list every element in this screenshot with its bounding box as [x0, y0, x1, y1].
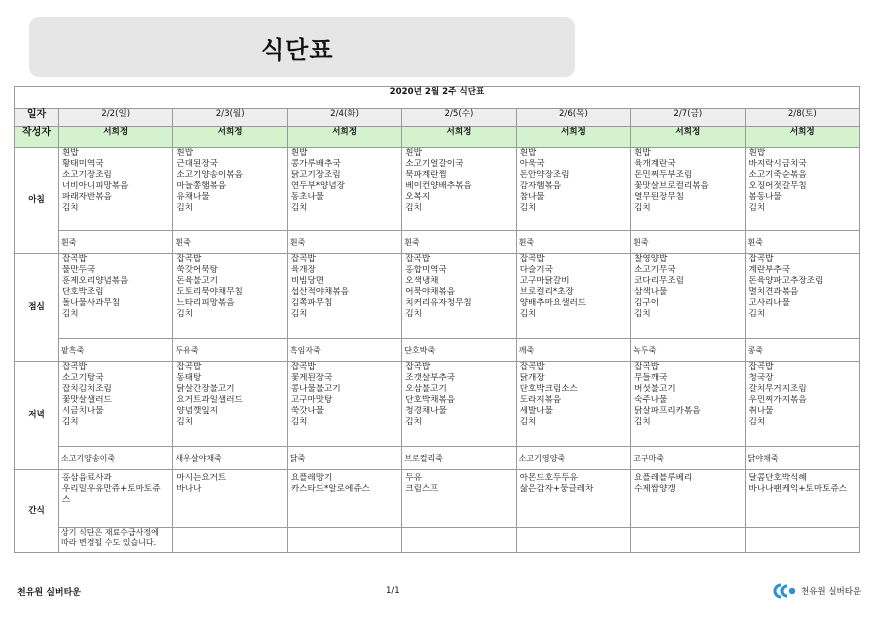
menu-item: 두유 [405, 473, 422, 483]
breakfast-menu-cell [631, 148, 745, 231]
menu-item: 김치 [290, 203, 308, 213]
menu-item: 김치 [176, 203, 194, 213]
lunch-porridge-cell: 흑임자죽 [287, 339, 401, 362]
menu-item: 김치 [748, 203, 766, 213]
menu-item: 요플레망기 [290, 473, 333, 483]
menu-item: 돈민찌두부조림 [634, 170, 693, 180]
breakfast-porridge-cell: 흰죽 [287, 231, 401, 254]
menu-item: 소고기장조림 [62, 170, 112, 180]
menu-item: 조갯살부추국 [405, 373, 456, 383]
empty-cell [402, 528, 516, 553]
menu-item: 홍삼음료사과 [62, 473, 112, 483]
menu-item: 동태탕 [176, 373, 202, 383]
menu-item: 김치 [405, 417, 422, 427]
lunch-menu-cell [516, 254, 630, 339]
menu-item: 숙주나물 [634, 395, 668, 405]
empty-cell [745, 528, 859, 553]
menu-item: 쑥갓어묵탕 [176, 265, 218, 275]
menu-item: 흰밥 [176, 148, 194, 158]
menu-item: 잡곡밥 [62, 254, 87, 264]
author-cell: 서희정 [745, 127, 859, 148]
menu-item: 꽃맛살브로컬리볶음 [634, 181, 709, 191]
menu-item: 우민찌가지볶음 [748, 395, 807, 405]
menu-item: 잡치김치조림 [62, 384, 112, 394]
author-cell: 서희정 [173, 127, 287, 148]
menu-item: 김치 [634, 417, 651, 427]
menu-item: 바지락시금치국 [748, 159, 807, 169]
table-title: 2020년 2월 2주 식단표 [15, 87, 860, 109]
menu-item: 바나나 [176, 484, 202, 494]
snack-menu-cell [516, 470, 630, 528]
menu-item: 김치 [748, 309, 766, 319]
menu-item: 수제쌈양갱 [634, 484, 676, 494]
menu-item: 잡곡밥 [290, 254, 316, 264]
menu-item: 유채나물 [176, 192, 210, 202]
dinner-porridge-cell: 닭야채죽 [745, 447, 859, 470]
menu-item: 김치 [634, 203, 651, 213]
menu-item: 바나나팬케익+토마토쥬스 [748, 484, 848, 494]
breakfast-porridge-cell: 흰죽 [516, 231, 630, 254]
dinner-menu-cell [516, 362, 630, 447]
menu-item: 김쪽파무침 [290, 298, 333, 308]
lunch-menu-cell [631, 254, 745, 339]
date-cell: 2/8(토) [745, 109, 859, 127]
menu-item: 도라지볶음 [519, 395, 562, 405]
menu-item: 멸치견과볶음 [748, 287, 799, 297]
menu-item: 잡곡밥 [748, 254, 774, 264]
menu-item: 잡곡밥 [62, 362, 87, 372]
breakfast-porridge-cell: 흰죽 [173, 231, 287, 254]
menu-item: 꽃게된장국 [290, 373, 333, 383]
menu-item: 다슬기국 [519, 265, 553, 275]
menu-item: 잡곡밥 [519, 254, 545, 264]
author-cell: 서희정 [287, 127, 401, 148]
breakfast-porridge-cell: 흰죽 [631, 231, 745, 254]
menu-item: 오징어젓갈무침 [748, 181, 807, 191]
breakfast-porridge-cell: 흰죽 [59, 231, 173, 254]
menu-item: 양념깻잎지 [176, 406, 218, 416]
dinner-porridge-cell: 브로컬리죽 [402, 447, 516, 470]
menu-item: 잡곡밥 [405, 254, 431, 264]
lunch-porridge-cell: 팥흑죽 [59, 339, 173, 362]
snack-menu-cell [59, 470, 173, 528]
lunch-porridge-cell: 녹두죽 [631, 339, 745, 362]
menu-note [59, 528, 173, 553]
page-number: 1/1 [386, 586, 400, 596]
menu-item: 열무된장무침 [634, 192, 684, 202]
menu-item: 콩가루배추국 [290, 159, 341, 169]
menu-item: 육개장 [290, 265, 316, 275]
meal-label-dinner: 저녁 [15, 362, 59, 470]
menu-item: 시금치나물 [62, 406, 104, 416]
menu-item: 김치 [405, 203, 422, 213]
menu-item: 육개계란국 [634, 159, 676, 169]
breakfast-menu-cell [516, 148, 630, 231]
meal-label-snack: 간식 [15, 470, 59, 553]
empty-cell [173, 528, 287, 553]
date-cell: 2/7(금) [631, 109, 745, 127]
lunch-menu-cell [59, 254, 173, 339]
menu-item: 김구이 [634, 298, 660, 308]
menu-item: 고구마맛탕 [290, 395, 333, 405]
menu-item: 아몬드호두두유 [519, 473, 578, 483]
menu-item: 돈육불고기 [176, 276, 218, 286]
menu-item: 섭산적야채볶음 [290, 287, 349, 297]
menu-item: 파래자반볶음 [62, 192, 112, 202]
lunch-porridge-cell: 콩죽 [745, 339, 859, 362]
menu-item: 갈치무거지조림 [748, 384, 807, 394]
menu-item: 요플레블루베리 [634, 473, 693, 483]
menu-item: 김치 [748, 417, 766, 427]
lunch-porridge-cell: 두유죽 [173, 339, 287, 362]
menu-item: 흰밥 [405, 148, 422, 158]
page-title-box [29, 17, 575, 77]
author-cell: 서희정 [59, 127, 173, 148]
menu-item: 닭고기장조림 [290, 170, 341, 180]
snack-menu-cell [745, 470, 859, 528]
menu-item: 김치 [290, 309, 308, 319]
logo-icon [773, 583, 799, 599]
menu-item: 도토리묵야채무침 [176, 287, 243, 297]
breakfast-porridge-cell: 흰죽 [402, 231, 516, 254]
menu-item: 김치 [519, 203, 537, 213]
menu-item: 김치 [176, 417, 194, 427]
menu-item: 찰영양밥 [634, 254, 668, 264]
menu-item: 감자햄볶음 [519, 181, 562, 191]
menu-table [14, 86, 860, 553]
menu-item: 잡곡밥 [748, 362, 774, 372]
breakfast-menu-cell [287, 148, 401, 231]
breakfast-menu-cell [402, 148, 516, 231]
author-cell: 서희정 [516, 127, 630, 148]
menu-item: 김치 [519, 417, 537, 427]
menu-item: 흰밥 [634, 148, 651, 158]
empty-cell [516, 528, 630, 553]
menu-item: 흰밥 [290, 148, 308, 158]
menu-item: 잡곡밥 [176, 362, 202, 372]
dinner-menu-cell [745, 362, 859, 447]
menu-item: 비빔당면 [290, 276, 325, 286]
menu-item: 세발나물 [519, 406, 553, 416]
note-line: 상기 식단은 재료수급사정에 [61, 528, 159, 537]
menu-item: 김치 [634, 309, 651, 319]
menu-item: 무들깨국 [634, 373, 668, 383]
snack-menu-cell [287, 470, 401, 528]
menu-item: 취나물 [748, 406, 774, 416]
menu-item: 돈안약장조림 [519, 170, 570, 180]
menu-item: 쑥갓나물 [290, 406, 325, 416]
lunch-menu-cell [402, 254, 516, 339]
menu-item: 마시는요거트 [176, 473, 227, 483]
dinner-menu-cell [631, 362, 745, 447]
note-line: 따라 변경될 수도 있습니다. [61, 538, 157, 547]
menu-item: 청경채나물 [405, 406, 447, 416]
date-cell: 2/3(월) [173, 109, 287, 127]
menu-item: 아욱국 [519, 159, 545, 169]
lunch-porridge-cell: 단호박죽 [402, 339, 516, 362]
menu-item: 김치 [62, 203, 79, 213]
menu-item: 소고기얼갈이국 [405, 159, 464, 169]
menu-item: 너비아니피망볶음 [62, 181, 129, 191]
menu-item: 김치 [62, 309, 79, 319]
menu-item: 잡곡밥 [176, 254, 202, 264]
dinner-menu-cell [173, 362, 287, 447]
date-cell: 2/6(목) [516, 109, 630, 127]
dinner-menu-cell [287, 362, 401, 447]
dinner-porridge-cell: 소고기영양죽 [516, 447, 630, 470]
menu-item: 콩나물불고기 [290, 384, 341, 394]
dinner-porridge-cell: 고구마죽 [631, 447, 745, 470]
menu-item: 흰밥 [519, 148, 537, 158]
dinner-menu-cell [59, 362, 173, 447]
snack-menu-cell [402, 470, 516, 528]
menu-item: 오삼불고기 [405, 384, 447, 394]
menu-item: 홍합미역국 [405, 265, 447, 275]
breakfast-porridge-cell: 흰죽 [745, 231, 859, 254]
menu-item: 고사리나물 [748, 298, 791, 308]
menu-item: 닭살파프리카볶음 [634, 406, 701, 416]
meal-label-breakfast: 아침 [15, 148, 59, 254]
menu-item: 흰밥 [62, 148, 79, 158]
menu-item: 김치 [176, 309, 194, 319]
menu-item: 오색냉채 [405, 276, 439, 286]
date-cell: 2/5(수) [402, 109, 516, 127]
lunch-menu-cell [745, 254, 859, 339]
menu-item: 잡곡밥 [290, 362, 316, 372]
menu-item: 봄동나물 [748, 192, 782, 202]
menu-item: 브로컬리*초장 [519, 287, 574, 297]
menu-item: 버섯불고기 [634, 384, 676, 394]
menu-item: 오복지 [405, 192, 431, 202]
menu-item: 돌나물사과무침 [62, 298, 121, 308]
menu-item: 치커리유자청무침 [405, 298, 472, 308]
menu-item: 계란부추국 [748, 265, 791, 275]
snack-menu-cell [173, 470, 287, 528]
author-cell: 서희정 [402, 127, 516, 148]
menu-item: 소고기탕국 [62, 373, 104, 383]
menu-item: 묵파계란찜 [405, 170, 447, 180]
menu-item: 청국장 [748, 373, 774, 383]
menu-item: 물만두국 [62, 265, 96, 275]
meal-label-lunch: 점심 [15, 254, 59, 362]
menu-item: 잡곡밥 [634, 362, 660, 372]
empty-cell [631, 528, 745, 553]
menu-item: 단호박채볶음 [405, 395, 456, 405]
menu-item: 마늘쫑햄볶음 [176, 181, 227, 191]
menu-item: 카스타드*알로에쥬스 [290, 484, 370, 494]
breakfast-menu-cell [59, 148, 173, 231]
menu-item: 연두부*양념장 [290, 181, 345, 191]
author-label: 작성자 [15, 127, 59, 148]
dinner-porridge-cell: 닭죽 [287, 447, 401, 470]
menu-item: 소고기무국 [634, 265, 676, 275]
menu-item: 참나물 [519, 192, 545, 202]
menu-item: 김치 [519, 309, 537, 319]
menu-item: 우리밀우유만쥬+토마토쥬 [62, 484, 161, 494]
menu-item: 잡곡밥 [519, 362, 545, 372]
menu-item: 양배추마요샐러드 [519, 298, 587, 308]
dinner-porridge-cell: 소고기양송이죽 [59, 447, 173, 470]
menu-item: 김치 [290, 417, 308, 427]
author-cell: 서희정 [631, 127, 745, 148]
menu-item: 베이컨양배추볶음 [405, 181, 472, 191]
menu-item: 잡곡밥 [405, 362, 431, 372]
lunch-porridge-cell: 깨죽 [516, 339, 630, 362]
menu-item: 달콤단호박식혜 [748, 473, 807, 483]
menu-item: 단호박크림소스 [519, 384, 578, 394]
menu-item: 삼색나물 [634, 287, 668, 297]
menu-item: 느타리피망볶음 [176, 298, 235, 308]
menu-item: 스 [62, 495, 71, 505]
empty-cell [287, 528, 401, 553]
logo-text: 천유원 실버타운 [801, 587, 862, 597]
menu-item: 삶은감자+둥글레차 [519, 484, 594, 494]
menu-item: 근대된장국 [176, 159, 218, 169]
menu-item: 크림스프 [405, 484, 439, 494]
page-title: 식단표 [261, 36, 334, 64]
date-label: 일자 [15, 109, 59, 127]
menu-item: 어묵야채볶음 [405, 287, 456, 297]
dinner-porridge-cell: 새우살야채죽 [173, 447, 287, 470]
snack-menu-cell [631, 470, 745, 528]
menu-item: 꽃맛살샐러드 [62, 395, 112, 405]
menu-item: 동초나물 [290, 192, 325, 202]
org-logo [773, 583, 861, 599]
menu-item: 소고기양송이볶음 [176, 170, 243, 180]
lunch-menu-cell [287, 254, 401, 339]
menu-item: 흰밥 [748, 148, 766, 158]
footer-org: 천유원 실버타운 [17, 588, 81, 598]
menu-item: 훈제오리양념볶음 [62, 276, 129, 286]
menu-item: 고구마닭갈비 [519, 276, 570, 286]
menu-item: 김치 [405, 309, 422, 319]
menu-item: 소고기죽순볶음 [748, 170, 807, 180]
date-cell: 2/2(일) [59, 109, 173, 127]
date-cell: 2/4(화) [287, 109, 401, 127]
menu-item: 닭살간장불고기 [176, 384, 235, 394]
menu-item: 요거트과일샐러드 [176, 395, 243, 405]
lunch-menu-cell [173, 254, 287, 339]
menu-item: 황태미역국 [62, 159, 104, 169]
breakfast-menu-cell [173, 148, 287, 231]
dinner-menu-cell [402, 362, 516, 447]
breakfast-menu-cell [745, 148, 859, 231]
menu-item: 코다리무조림 [634, 276, 684, 286]
menu-item: 닭개장 [519, 373, 545, 383]
menu-item: 돈육양파고추장조림 [748, 276, 824, 286]
menu-item: 단호박조림 [62, 287, 104, 297]
menu-item: 김치 [62, 417, 79, 427]
